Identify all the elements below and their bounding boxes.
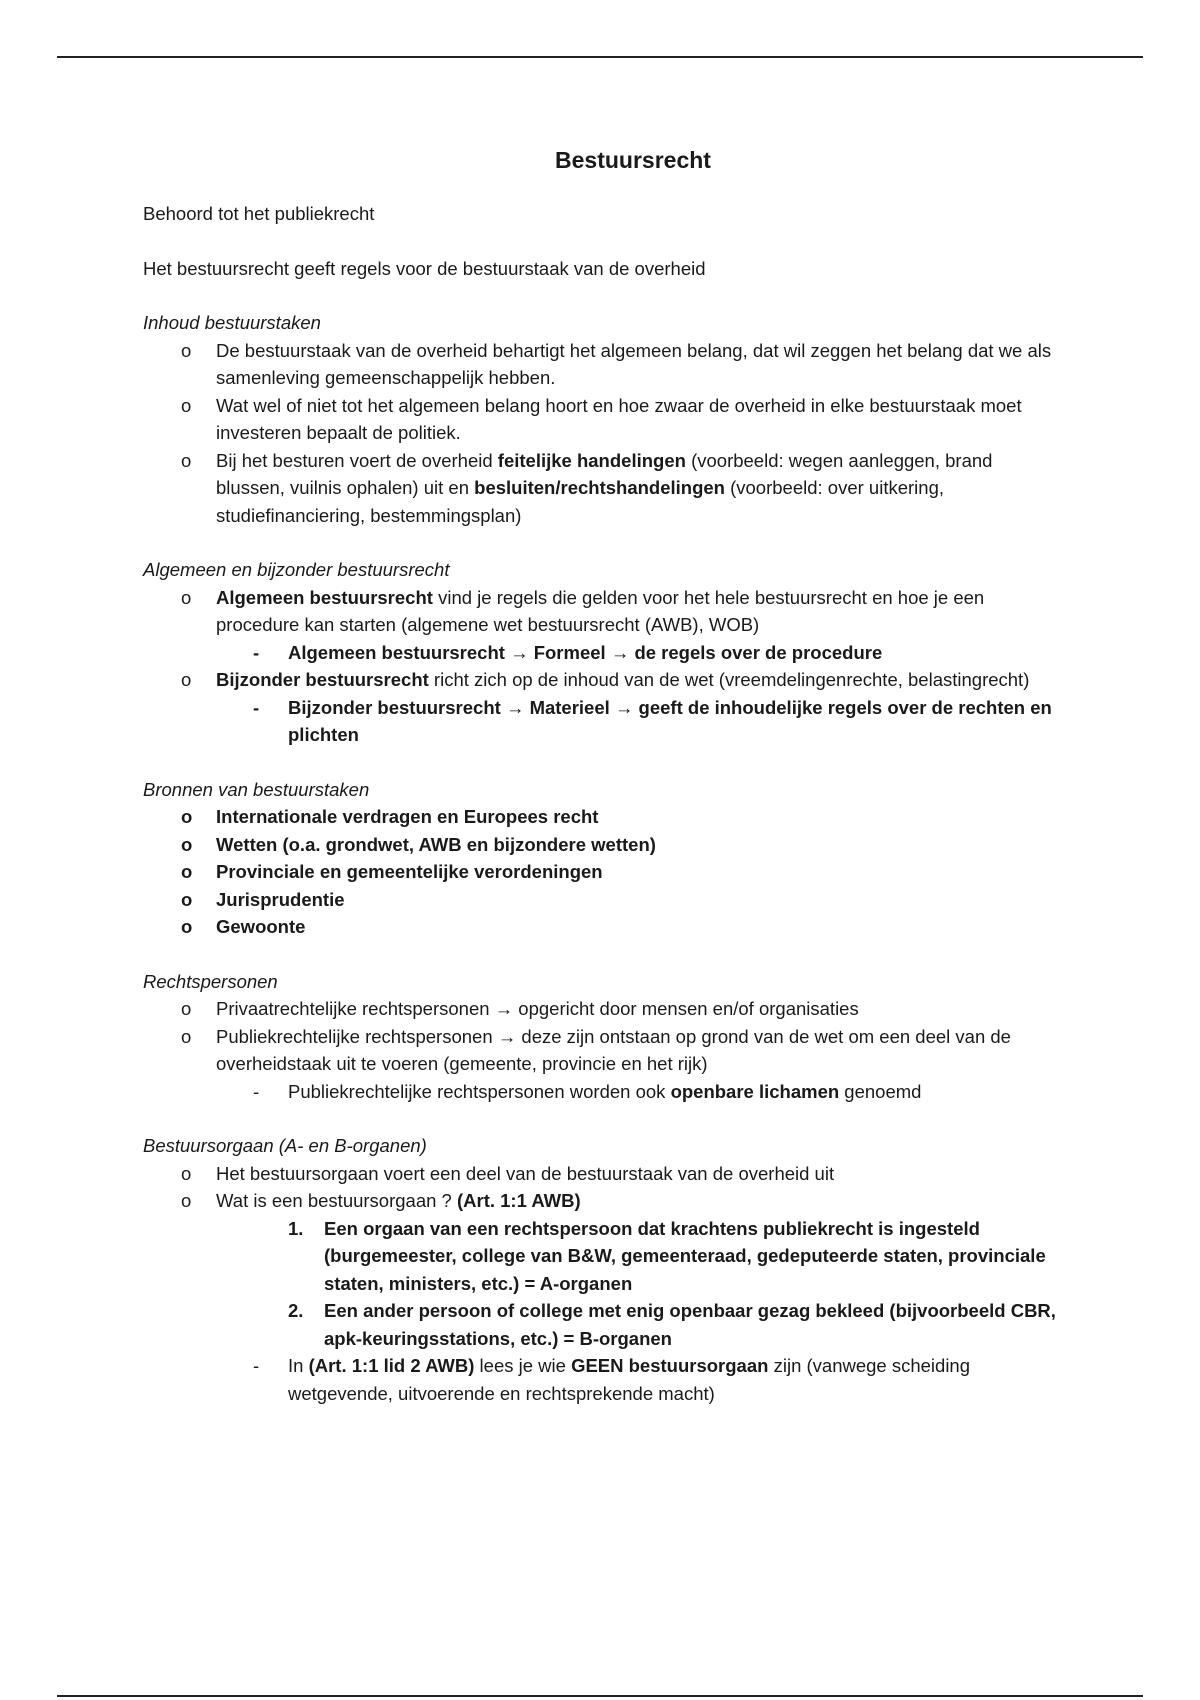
dash-marker: - (253, 1080, 260, 1102)
bullet-marker: o (181, 449, 192, 471)
dash-marker: - (253, 696, 260, 718)
numbered-item: 2. Een ander persoon of college met enig openbaar gezag bekleed (bijvoorbeeld CBR, apk-keuringsstations, etc.) = B-organen (143, 1297, 1063, 1352)
intro-line-2: Het bestuursrecht geeft regels voor de bestuurstaak van de overheid (143, 257, 706, 279)
dash-marker: - (253, 1355, 260, 1376)
intro-line-1: Behoord tot het publiekrecht (143, 203, 375, 224)
bullet-marker: o (181, 916, 193, 937)
document-page (143, 140, 1063, 1407)
section-heading-bestuursorgaan: Bestuursorgaan (A- en B-organen) (143, 1135, 427, 1156)
section-heading-algemeen: Algemeen en bijzonder bestuursrecht (143, 559, 450, 580)
list-item: o Internationale verdragen en Europees recht (143, 803, 1063, 831)
list-item: o Wat is een bestuursorgaan ? (Art. 1:1 AWB) (143, 1187, 1063, 1215)
list-item: o Algemeen bestuursrecht vind je regels die gelden voor het hele bestuursrecht en hoe je een procedure kan starten (algemene wet bestuursrecht (AWB), WOB) (143, 584, 1063, 639)
section-heading-bronnen: Bronnen van bestuurstaken (143, 778, 370, 800)
list-item: o Bijzonder bestuursrecht richt zich op de inhoud van de wet (vreemdelingenrechte, belastingrecht) (143, 666, 1063, 694)
bullet-marker: o (181, 888, 193, 910)
bullet-marker: o (181, 806, 193, 827)
section-heading-inhoud: Inhoud bestuurstaken (143, 312, 321, 333)
list-item: o Gewoonte (143, 913, 1063, 941)
list-item: o Jurisprudentie (143, 886, 1063, 914)
list-item: o Privaatrechtelijke rechtspersonen → opgericht door mensen en/of organisaties (143, 995, 1063, 1023)
dash-marker: - (253, 641, 260, 663)
list-item: o Wetten (o.a. grondwet, AWB en bijzondere wetten) (143, 831, 1063, 859)
bullet-marker: o (181, 1190, 192, 1211)
header-rule (57, 56, 1143, 58)
bullet-marker: o (181, 998, 192, 1019)
sub-list-item: - Bijzonder bestuursrecht → Materieel → geeft de inhoudelijke regels over de rechten en plichten (143, 694, 1063, 749)
rechtspersonen-list (143, 995, 1063, 1105)
list-item: o Wat wel of niet tot het algemeen belang hoort en hoe zwaar de overheid in elke bestuurstaak moet investeren bepaalt de politiek. (143, 392, 1063, 447)
bullet-marker: o (181, 1162, 192, 1184)
list-item: o Het bestuursorgaan voert een deel van de bestuurstaak van de overheid uit (143, 1160, 1063, 1188)
footer-rule (57, 1695, 1143, 1697)
list-item: o Provinciale en gemeentelijke verordeningen (143, 858, 1063, 886)
document-title: Bestuursrecht (555, 147, 711, 173)
sub-list-item: - Publiekrechtelijke rechtspersonen worden ook openbare lichamen genoemd (143, 1078, 1063, 1106)
bestuursorgaan-list (143, 1160, 1063, 1408)
numbered-item: 1. Een orgaan van een rechtspersoon dat krachtens publiekrecht is ingesteld (burgemeester, college van B&W, gemeenteraad, gedeputeerde staten, provinciale staten, ministers, etc.) = A-organen (143, 1215, 1063, 1298)
bullet-marker: o (181, 1025, 192, 1047)
section-heading-rechtspersonen: Rechtspersonen (143, 970, 278, 992)
bullet-marker: o (181, 339, 192, 361)
bullet-marker: o (181, 861, 193, 882)
list-item: o Bij het besturen voert de overheid feitelijke handelingen (voorbeeld: wegen aanleggen, brand blussen, vuilnis ophalen) uit en besluiten/rechtshandelingen (voorbeeld: over uitkering, studiefinanciering, bestemmingsplan) (143, 447, 1063, 530)
list-item: o De bestuurstaak van de overheid behartigt het algemeen belang, dat wil zeggen het belang dat we als samenleving gemeenschappelijk hebben. (143, 337, 1063, 392)
bullet-marker: o (181, 394, 192, 416)
bullet-marker: o (181, 669, 192, 690)
sub-list-item: - In (Art. 1:1 lid 2 AWB) lees je wie GEEN bestuursorgaan zijn (vanwege scheiding wetgevende, uitvoerende en rechtsprekende macht) (143, 1352, 1063, 1407)
number-marker: 1. (288, 1217, 304, 1239)
bronnen-list (143, 803, 1063, 941)
inhoud-list (143, 337, 1063, 530)
sub-list-item: - Algemeen bestuursrecht → Formeel → de regels over de procedure (143, 639, 1063, 667)
algemeen-list (143, 584, 1063, 749)
bullet-marker: o (181, 586, 192, 608)
list-item: o Publiekrechtelijke rechtspersonen → deze zijn ontstaan op grond van de wet om een deel van de overheidstaak uit te voeren (gemeente, provincie en het rijk) (143, 1023, 1063, 1078)
number-marker: 2. (288, 1300, 304, 1321)
bullet-marker: o (181, 833, 193, 855)
